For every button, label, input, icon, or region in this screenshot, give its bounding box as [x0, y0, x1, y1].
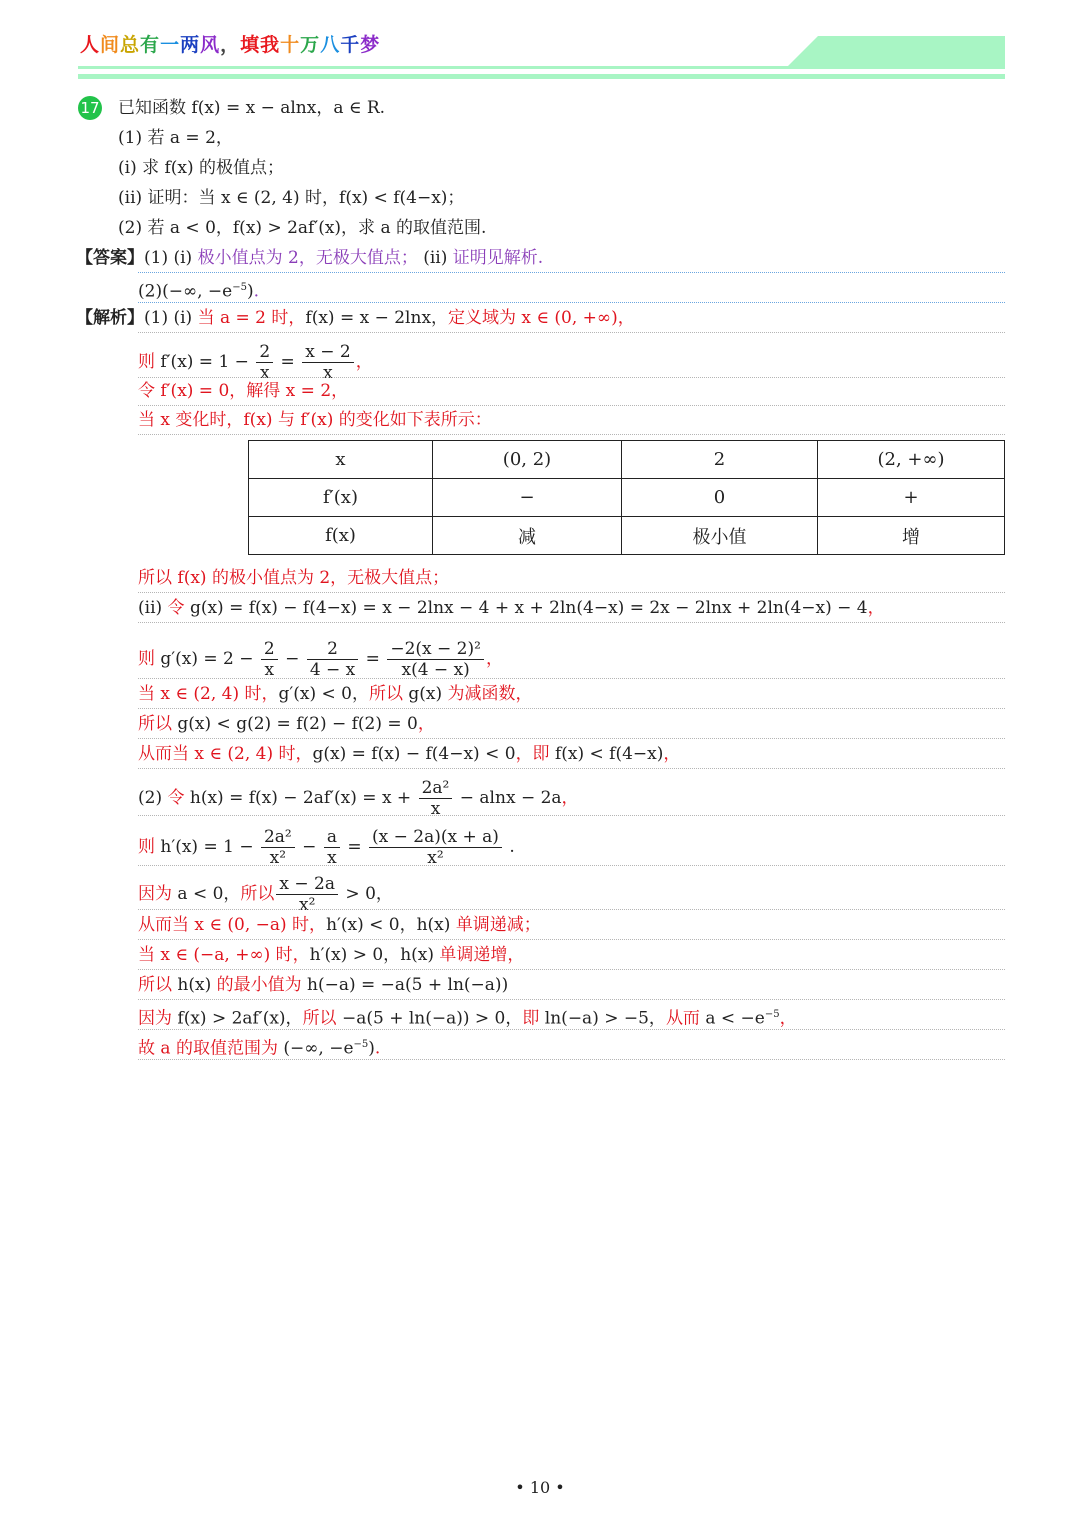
table-row: x (0, 2) 2 (2, +∞): [249, 441, 1005, 479]
answer-label: 【答案】: [76, 248, 144, 268]
divider: [138, 969, 1005, 970]
fraction: $\frac{x - 2a}{\text{x²}}$: [276, 874, 338, 915]
analysis-line-1: 【解析】(1) (i) 当 a = 2 时，f(x) = x − 2lnx，定义域为 x ∈ (0, +∞)，: [76, 308, 635, 328]
header-title-char: 千: [340, 34, 361, 56]
page-number: • 10 •: [515, 1478, 565, 1497]
analysis-label: 【解析】: [76, 308, 144, 328]
divider: [138, 332, 1005, 333]
divider: [138, 708, 1005, 709]
analysis-line-12: 则 h′(x) = 1 − $\frac{\text{2a²}}{\text{x²}}$ − $\frac{a}{x}$ = $\frac{(x - 2a)(x + a)}{\text{x²}}$ .: [138, 827, 515, 868]
problem-part-1-i: (i) 求 f(x) 的极值点；: [118, 158, 285, 178]
analysis-line-7: 则 g′(x) = 2 − $\frac{2}{x}$ − $\frac{2}{4 - x}$ = $\frac{\text{−2(x − 2)²}}{x(4 - x)}$ ，: [138, 639, 503, 680]
fraction: $\frac{2}{4 - x}$: [307, 639, 358, 680]
analysis-line-13: 因为 a < 0，所以 $\frac{x - 2a}{\text{x²}}$ > 0，: [138, 874, 393, 915]
analysis-line-8: 当 x ∈ (2, 4) 时，g′(x) < 0，所以 g(x) 为减函数，: [138, 684, 533, 704]
fraction: $\frac{2}{x}$: [256, 342, 273, 383]
analysis-line-14: 从而当 x ∈ (0, −a) 时，h′(x) < 0，h(x) 单调递减；: [138, 915, 541, 935]
analysis-line-18: 故 a 的取值范围为 (−∞, $-e^{-5}$).: [138, 1038, 381, 1059]
table-row: f(x) 减 极小值 增: [249, 517, 1005, 555]
problem-part-1: (1) 若 a = 2，: [118, 128, 233, 148]
divider: [138, 768, 1005, 769]
divider: [138, 999, 1005, 1000]
analysis-line-4: 当 x 变化时，f(x) 与 f′(x) 的变化如下表所示：: [138, 410, 492, 430]
fraction: $\frac{(x - 2a)(x + a)}{\text{x²}}$: [369, 827, 502, 868]
divider: [138, 678, 1005, 679]
divider: [138, 1059, 1005, 1060]
divider: [138, 434, 1005, 435]
fraction: $\frac{a}{x}$: [324, 827, 340, 868]
problem-number-badge: 17: [78, 96, 102, 120]
problem-part-2: (2) 若 a < 0，f(x) > 2af′(x)，求 a 的取值范围.: [118, 218, 487, 238]
fraction: $\frac{\text{−2(x − 2)²}}{x(4 - x)}$: [387, 639, 484, 680]
header-title-char: 一: [160, 34, 181, 56]
answer-line-1: 【答案】(1) (i) 极小值点为 2，无极大值点； (ii) 证明见解析.: [76, 248, 544, 268]
fraction: $\frac{x - 2}{x}$: [302, 342, 353, 383]
divider: [138, 815, 1005, 816]
header-title-char: 八: [320, 34, 341, 56]
analysis-line-15: 当 x ∈ (−a, +∞) 时，h′(x) > 0，h(x) 单调递增，: [138, 945, 525, 965]
divider: [138, 939, 1005, 940]
divider: [138, 592, 1005, 593]
divider: [138, 272, 1005, 273]
fraction: $\frac{2}{x}$: [261, 639, 278, 680]
header-title-char: 有: [140, 34, 161, 56]
problem-part-1-ii: (ii) 证明：当 x ∈ (2, 4) 时，f(x) < f(4−x)；: [118, 188, 465, 208]
fraction: $\frac{\text{2a²}}{\text{x²}}$: [261, 827, 295, 868]
analysis-line-16: 所以 h(x) 的最小值为 h(−a) = −a(5 + ln(−a)): [138, 975, 509, 995]
header-title-char: 间: [100, 34, 121, 56]
header-title-char: 十: [280, 34, 301, 56]
header-title-char: 总: [120, 34, 141, 56]
header-decoration: [78, 36, 1005, 82]
analysis-line-6: (ii) 令 g(x) = f(x) − f(4−x) = x − 2lnx − 4 + x + 2ln(4−x) = 2x − 2lnx + 2ln(4−x) − 4，: [138, 598, 885, 618]
analysis-line-3: 令 f′(x) = 0，解得 x = 2，: [138, 381, 349, 401]
analysis-line-17: 因为 f(x) > 2af′(x)，所以 −a(5 + ln(−a)) > 0，即 ln(−a) > −5，从而 $a < -e^{-5}$，: [138, 1008, 797, 1029]
table-row: f′(x) − 0 +: [249, 479, 1005, 517]
header-title-char: 风: [200, 34, 221, 56]
variation-table: [248, 440, 1005, 555]
header-title-char: ，: [220, 34, 241, 56]
divider: [138, 909, 1005, 910]
problem-stem: 已知函数 f(x) = x − alnx，a ∈ R.: [118, 98, 386, 118]
divider: [138, 738, 1005, 739]
divider: [138, 865, 1005, 866]
header-title-char: 两: [180, 34, 201, 56]
analysis-line-10: 从而当 x ∈ (2, 4) 时，g(x) = f(x) − f(4−x) < 0，即 f(x) < f(4−x)，: [138, 744, 681, 764]
analysis-line-11: (2) 令 h(x) = f(x) − 2af′(x) = x + $\frac{\text{2a²}}{x}$ − alnx − 2a，: [138, 778, 579, 819]
analysis-line-5: 所以 f(x) 的极小值点为 2，无极大值点；: [138, 568, 450, 588]
divider: [138, 1029, 1005, 1030]
analysis-line-9: 所以 g(x) < g(2) = f(2) − f(2) = 0，: [138, 714, 435, 734]
divider: [138, 405, 1005, 406]
divider: [138, 302, 1005, 303]
header-title-char: 万: [300, 34, 321, 56]
divider: [138, 377, 1005, 378]
answer-line-2: (2)(−∞, $-e^{-5}$).: [138, 281, 260, 302]
header-title-char: 填: [240, 34, 261, 56]
header-title-char: 梦: [360, 34, 381, 56]
analysis-line-2: 则 f′(x) = 1 − $\frac{2}{x}$ = $\frac{x - 2}{x}$ ，: [138, 342, 373, 383]
fraction: $\frac{\text{2a²}}{x}$: [419, 778, 453, 819]
header-title-char: 人: [80, 34, 101, 56]
divider: [138, 622, 1005, 623]
header-title-char: 我: [260, 34, 281, 56]
